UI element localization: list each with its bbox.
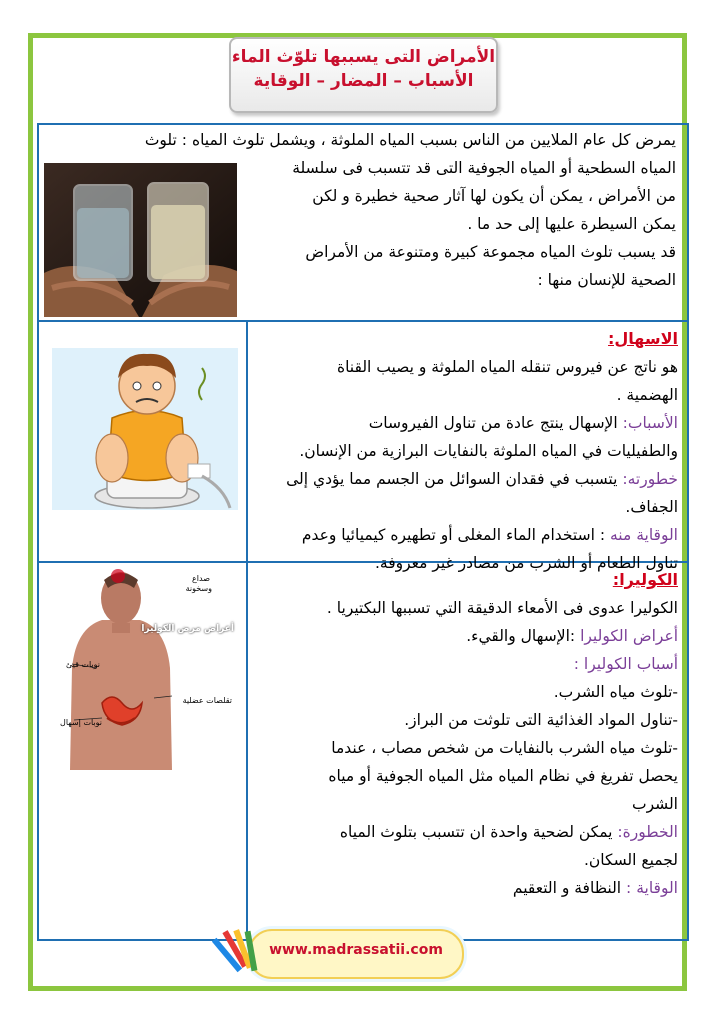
intro-line: من الأمراض ، يمكن أن يكون لها آثار صحية خطيرة و لكن	[312, 187, 676, 205]
cholera-figure-label-fever: وسخونة	[185, 584, 212, 593]
diarrhea-danger-text: الجفاف.	[625, 498, 678, 516]
diarrhea-causes-text: والطفيليات في المياه الملوثة بالنفايات البرازية من الإنسان.	[299, 442, 678, 460]
cholera-heading: الكوليرا:	[612, 570, 678, 589]
water-glasses-image	[44, 163, 237, 317]
column-divider	[246, 320, 248, 941]
intro-line: قد يسبب تلوث المياه مجموعة كبيرة ومتنوعة من الأمراض	[305, 243, 676, 261]
diarrhea-danger-text: يتسبب في فقدان السوائل من الجسم مما يؤدي إلى	[286, 470, 623, 488]
intro-line: يمرض كل عام الملايين من الناس بسبب المياه الملوثة ، ويشمل تلوث المياه : تلوث	[144, 131, 676, 149]
diarrhea-prevention-label: الوقاية منه	[609, 526, 678, 544]
title-box	[229, 37, 498, 113]
intro-line: المياه السطحية أو المياه الجوفية التى قد تتسبب فى سلسلة	[292, 159, 676, 177]
page-title: الأمراض التى يسببها تلوّث الماء	[231, 47, 496, 67]
cholera-cause: يحصل تفريغ في نظام المياه مثل المياه الجوفية أو مياه	[328, 767, 678, 785]
intro-line: الصحية للإنسان منها :	[537, 271, 676, 289]
cholera-cause: -تلوث مياه الشرب بالنفايات من شخص مصاب ، عندما	[331, 739, 678, 757]
cholera-prevention-text: النظافة و التعقيم	[512, 879, 627, 897]
cholera-cause: الشرب	[631, 795, 678, 813]
cholera-cause: -تناول المواد الغذائية التى تلوثت من البراز.	[404, 711, 678, 729]
diarrhea-prevention-text: : استخدام الماء المغلى أو تطهيره كيميائيا وعدم	[301, 526, 610, 544]
footer-logo	[212, 925, 470, 995]
diarrhea-danger-label: خطورته:	[622, 470, 678, 488]
page-subtitle: الأسباب – المضار – الوقاية	[253, 71, 474, 91]
cholera-figure-label-symptoms: أعراض مرض الكوليرا	[141, 624, 234, 634]
diarrhea-heading: الاسهال:	[608, 329, 678, 348]
diarrhea-causes-label: الأسباب:	[622, 414, 678, 432]
cholera-figure-label-headache: صداع	[192, 574, 210, 583]
diarrhea-causes-text: الإسهال ينتج عادة من تناول الفيروسات	[368, 414, 623, 432]
cholera-prevention-label: الوقاية :	[626, 879, 678, 897]
diarrhea-definition: الهضمية .	[616, 386, 678, 404]
cholera-symptoms-label: أعراض الكوليرا	[580, 627, 678, 645]
site-url[interactable]: www.madrassatii.com	[269, 942, 443, 958]
diarrhea-definition: هو ناتج عن فيروس تنقله المياه الملوثة و يصيب القناة	[336, 358, 678, 376]
cholera-figure-label-vomit: نوبات قيئ	[65, 660, 100, 669]
cholera-definition: الكوليرا عدوى فى الأمعاء الدقيقة التي تسببها البكتيريا .	[326, 599, 678, 617]
cholera-figure-label-diarrhea: نوبات إسهال	[60, 718, 102, 727]
cholera-danger-label: الخطورة:	[617, 823, 678, 841]
cholera-symptoms-text: :الإسهال والقيء.	[466, 627, 581, 645]
cholera-danger-text: لجميع السكان.	[584, 851, 678, 869]
cholera-danger-text: يمكن لضحية واحدة ان تتسبب بتلوث المياه	[339, 823, 618, 841]
boy-on-toilet-illustration	[52, 348, 238, 510]
cholera-section	[252, 566, 678, 902]
cholera-cause: -تلوث مياه الشرب.	[553, 683, 678, 701]
diarrhea-prevention-text: تناول الطعام أو الشرب من مصادر غير معروفة.	[374, 554, 678, 572]
cholera-figure-label-cramps: تقلصات عضلية	[182, 696, 232, 705]
intro-line: يمكن السيطرة عليها إلى حد ما .	[467, 215, 676, 233]
cholera-causes-label: أسباب الكوليرا :	[573, 655, 678, 673]
row-divider	[37, 320, 689, 322]
diarrhea-section	[252, 325, 678, 577]
